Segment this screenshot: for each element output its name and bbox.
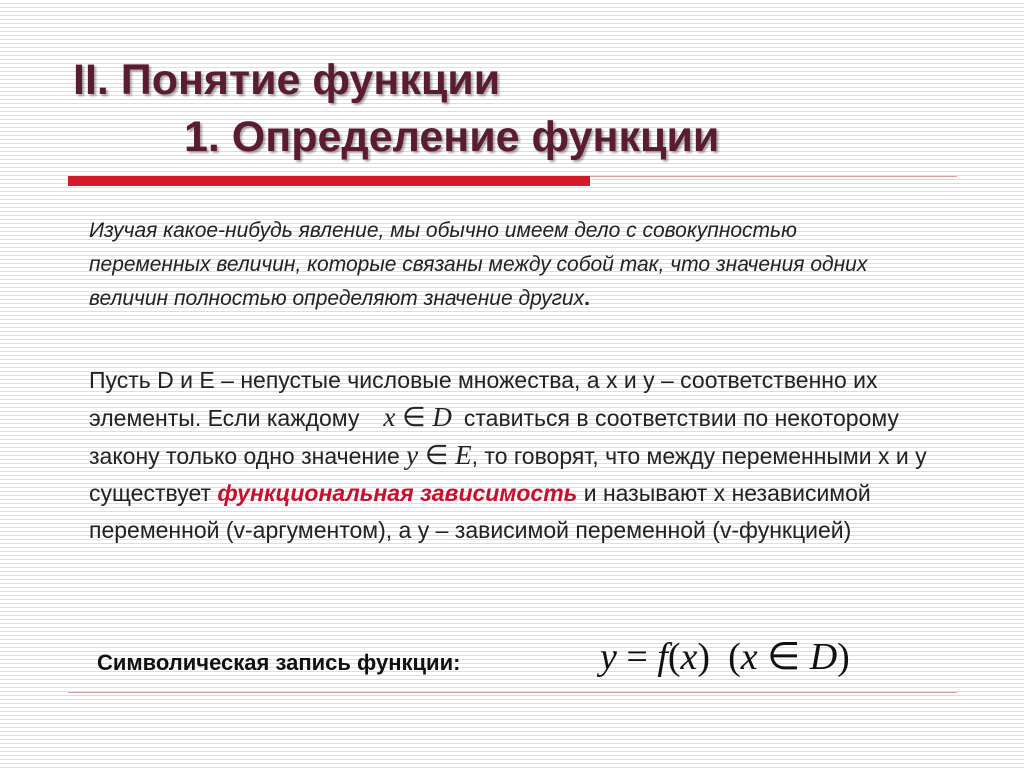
formula-lparen: ( bbox=[667, 636, 681, 678]
symbolic-notation-label: Символическая запись функции: bbox=[97, 650, 461, 675]
formula-x: x bbox=[680, 636, 698, 678]
functional-dependency-highlight: функциональная зависимость bbox=[217, 480, 578, 506]
intro-text: Изучая какое-нибудь явление, мы обычно имеем дело с совокупностью переменных величин, которые связаны между собой так, что значения одних величин полностью определяют значение других bbox=[89, 219, 868, 310]
x-variable: x bbox=[383, 402, 396, 432]
definition-part-1: Пусть D и E – непустые числовые множества, а x и y – соответственно их элементы. Если каждому bbox=[89, 367, 878, 431]
slide-subtitle: 1. Определение функции bbox=[184, 113, 720, 161]
definition-part-2: ставиться в соответствии по некоторому закону только одно значение bbox=[89, 405, 899, 469]
formula-domain-d: D bbox=[809, 636, 838, 678]
definition-part-4: и называют x независимой переменной (v-аргументом), а y – зависимой переменной (v-функцией) bbox=[89, 480, 871, 543]
function-formula bbox=[600, 634, 850, 679]
set-d: D bbox=[432, 402, 452, 432]
formula-f: f bbox=[657, 636, 668, 678]
formula-equals: = bbox=[626, 636, 648, 678]
title-accent-bar bbox=[68, 176, 590, 186]
intro-period: . bbox=[584, 287, 590, 310]
formula-domain-lparen: ( bbox=[728, 636, 741, 678]
slide-title-main: II. Понятие функции bbox=[73, 56, 501, 104]
bottom-divider bbox=[68, 692, 957, 693]
y-variable: y bbox=[406, 440, 419, 470]
y-in-e-formula bbox=[406, 437, 472, 474]
intro-paragraph bbox=[89, 214, 879, 316]
formula-y: y bbox=[600, 636, 617, 678]
formula-element-of: ∈ bbox=[767, 636, 801, 678]
element-of-symbol: ∈ bbox=[424, 440, 449, 470]
x-in-d-formula bbox=[383, 399, 452, 436]
definition-paragraph bbox=[89, 362, 939, 549]
set-e: E bbox=[455, 440, 472, 470]
formula-domain-rparen: ) bbox=[837, 636, 850, 678]
top-divider bbox=[590, 176, 957, 177]
formula-rparen: ) bbox=[697, 636, 711, 678]
element-of-symbol: ∈ bbox=[402, 402, 426, 432]
formula-domain-x: x bbox=[740, 636, 758, 678]
definition-part-3: , то говорят, что между переменными x и y существует bbox=[89, 443, 927, 506]
